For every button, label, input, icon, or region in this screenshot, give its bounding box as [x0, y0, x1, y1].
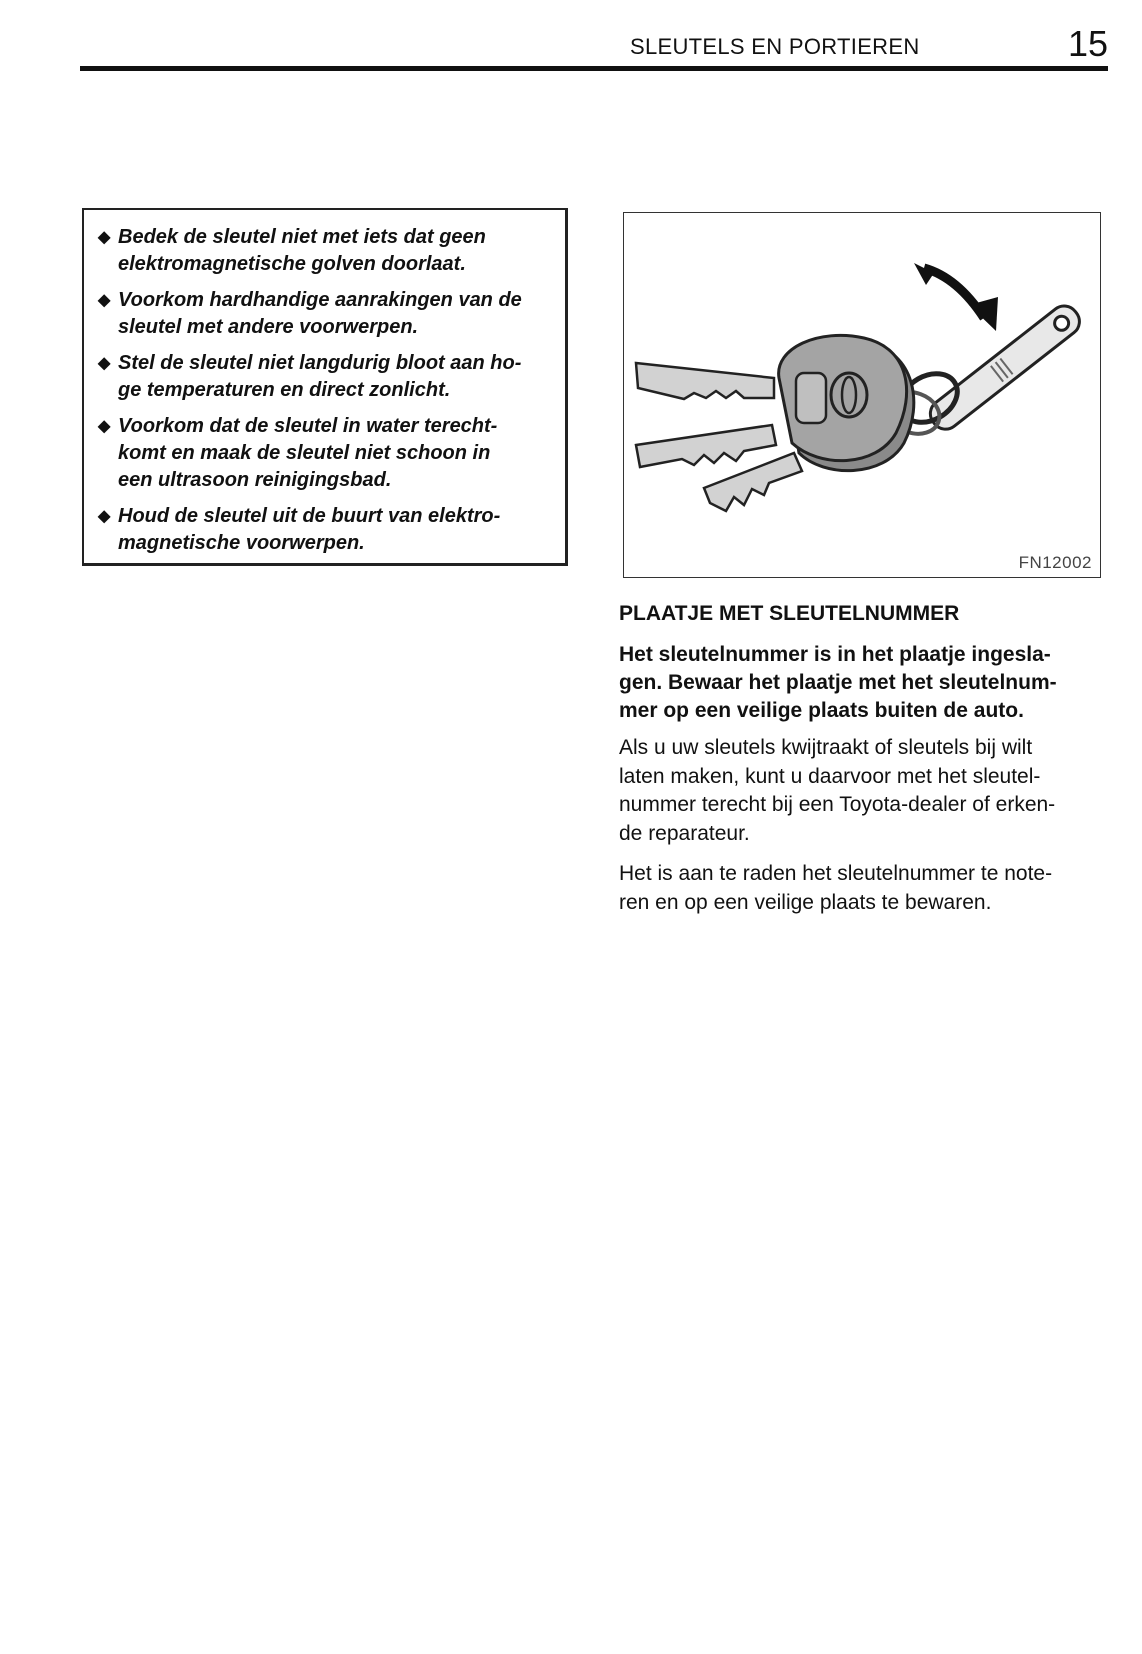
caution-item [98, 350, 553, 404]
figure-code: FN12002 [1018, 553, 1092, 572]
caution-item [98, 287, 553, 341]
caution-line: Houd de sleutel uit de buurt van elektro- [118, 505, 501, 527]
caution-item [98, 503, 553, 557]
caution-line: Voorkom dat de sleutel in water terecht- [118, 415, 498, 437]
text-line: ren en op een veilige plaats te bewaren. [619, 890, 992, 914]
caution-line: magnetische voorwerpen. [118, 532, 365, 554]
text-line: nummer terecht bij een Toyota‑dealer of erken- [619, 793, 1056, 816]
caution-line: ge temperaturen en direct zonlicht. [118, 379, 451, 401]
caution-item [98, 224, 553, 278]
page-number: 15 [1067, 23, 1108, 64]
text-line: gen. Bewaar het plaatje met het sleutelnum- [619, 671, 1057, 694]
body-paragraph-1 [619, 734, 1109, 848]
caution-box [82, 208, 568, 566]
key-with-number-plate-icon [624, 213, 1100, 577]
bullet-diamond-icon: ◆ [98, 508, 111, 525]
key-button [796, 373, 826, 423]
header-rule [80, 66, 1108, 71]
text-line: de reparateur. [619, 821, 750, 845]
caution-line: een ultrasoon reinigingsbad. [118, 469, 392, 491]
caution-line: Bedek de sleutel niet met iets dat geen [118, 226, 486, 248]
text-line: mer op een veilige plaats buiten de auto. [619, 699, 1024, 722]
caution-line: Voorkom hardhandige aanrakingen van de [118, 289, 522, 311]
caution-line: sleutel met andere voorwerpen. [118, 316, 419, 338]
caution-line: elektromagnetische golven doorlaat. [118, 253, 466, 275]
caution-line: komt en maak de sleutel niet schoon in [118, 442, 491, 464]
text-line: Als u uw sleutels kwijtraakt of sleutels bij wilt [619, 736, 1033, 759]
text-line: laten maken, kunt u daarvoor met het sleutel- [619, 764, 1041, 788]
caution-item [98, 413, 553, 494]
key-blade-3 [704, 453, 802, 511]
key-blade-1 [636, 363, 774, 399]
key-blade-2 [636, 425, 776, 467]
bullet-diamond-icon: ◆ [98, 229, 111, 246]
key-illustration [623, 212, 1101, 578]
text-line: Het is aan te raden het sleutelnummer te note- [619, 862, 1053, 885]
number-plate [925, 300, 1085, 434]
bold-paragraph [619, 641, 1109, 725]
body-paragraph-2 [619, 860, 1109, 917]
header-title: SLEUTELS EN PORTIEREN [630, 34, 920, 59]
section-heading: PLAATJE MET SLEUTELNUMMER [619, 602, 960, 625]
bullet-diamond-icon: ◆ [98, 418, 111, 435]
bullet-diamond-icon: ◆ [98, 355, 111, 372]
text-line: Het sleutelnummer is in het plaatje ingesla- [619, 643, 1051, 666]
caution-line: Stel de sleutel niet langdurig bloot aan ho- [118, 352, 522, 374]
bullet-diamond-icon: ◆ [98, 292, 111, 309]
